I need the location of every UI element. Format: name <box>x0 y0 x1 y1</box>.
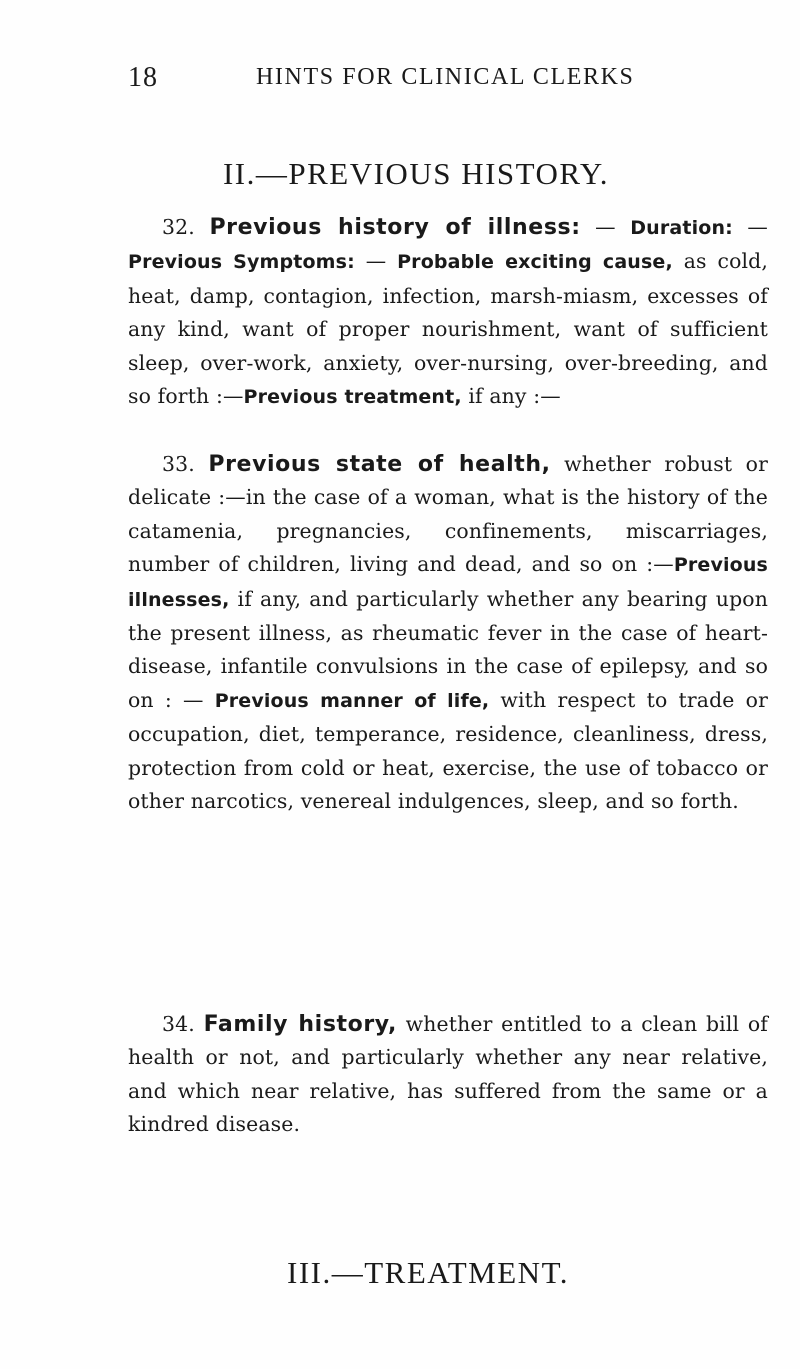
paragraph-33 <box>128 448 768 818</box>
paragraph-number: 33. <box>162 452 195 476</box>
bold-term: Previous treatment, <box>243 386 462 409</box>
paragraph-text: — <box>354 249 398 274</box>
paragraph-text: — <box>732 215 768 239</box>
paragraph-text: with respect to trade or occupation, diet, temperance, residence, cleanliness, dress, protection from cold or heat, exercise, the use of tobacco or other narcotics, venereal indulgences, sleep, and so forth. <box>128 687 768 814</box>
paragraph-number: 32. <box>162 215 195 239</box>
bold-term: Previous illnesses, <box>128 554 768 611</box>
running-title: HINTS FOR CLINICAL CLERKS <box>256 64 635 90</box>
paragraph-text: whether robust or delicate :—in the case of a woman, what is the history of the catamenia, pregnancies, confinements, miscarriages, number of children, living and dead, and so on :— <box>128 452 768 577</box>
page-number: 18 <box>128 62 158 93</box>
paragraph-34 <box>128 1008 768 1142</box>
section-heading-treatment: III.—TREATMENT. <box>287 1255 569 1290</box>
section-heading-previous-history: II.—PREVIOUS HISTORY. <box>222 156 610 191</box>
paragraph-lead: Previous state of health, <box>208 452 551 477</box>
paragraph-number: 34. <box>162 1012 195 1036</box>
paragraph-text: if any, and particularly whether any bearing upon the present illness, as rheumatic fever in the case of heart-disease, infantile convulsions in the case of epilepsy, and so on : — <box>128 586 768 712</box>
paragraph-text: as cold, heat, damp, contagion, infection, marsh-miasm, excesses of any kind, want of proper nourishment, want of sufficient sleep, over-work, anxiety, over-nursing, over-breeding, and so forth :— <box>128 249 768 409</box>
paragraph-lead: Family history, <box>203 1012 397 1037</box>
bold-term: Duration: <box>630 217 733 239</box>
paragraph-text: if any :— <box>461 384 561 409</box>
running-header <box>128 62 768 102</box>
bold-term: Previous Symptoms: <box>128 251 355 274</box>
paragraph-32 <box>128 211 768 414</box>
paragraph-text: — <box>580 215 631 239</box>
bold-term: Probable exciting cause, <box>397 251 673 274</box>
paragraph-text: whether entitled to a clean bill of health or not, and particularly whether any near relative, and which near relative, has suffered from the same or a kindred disease. <box>128 1012 768 1137</box>
bold-term: Previous manner of life, <box>214 689 490 712</box>
paragraph-lead: Previous history of illness: <box>209 215 581 240</box>
